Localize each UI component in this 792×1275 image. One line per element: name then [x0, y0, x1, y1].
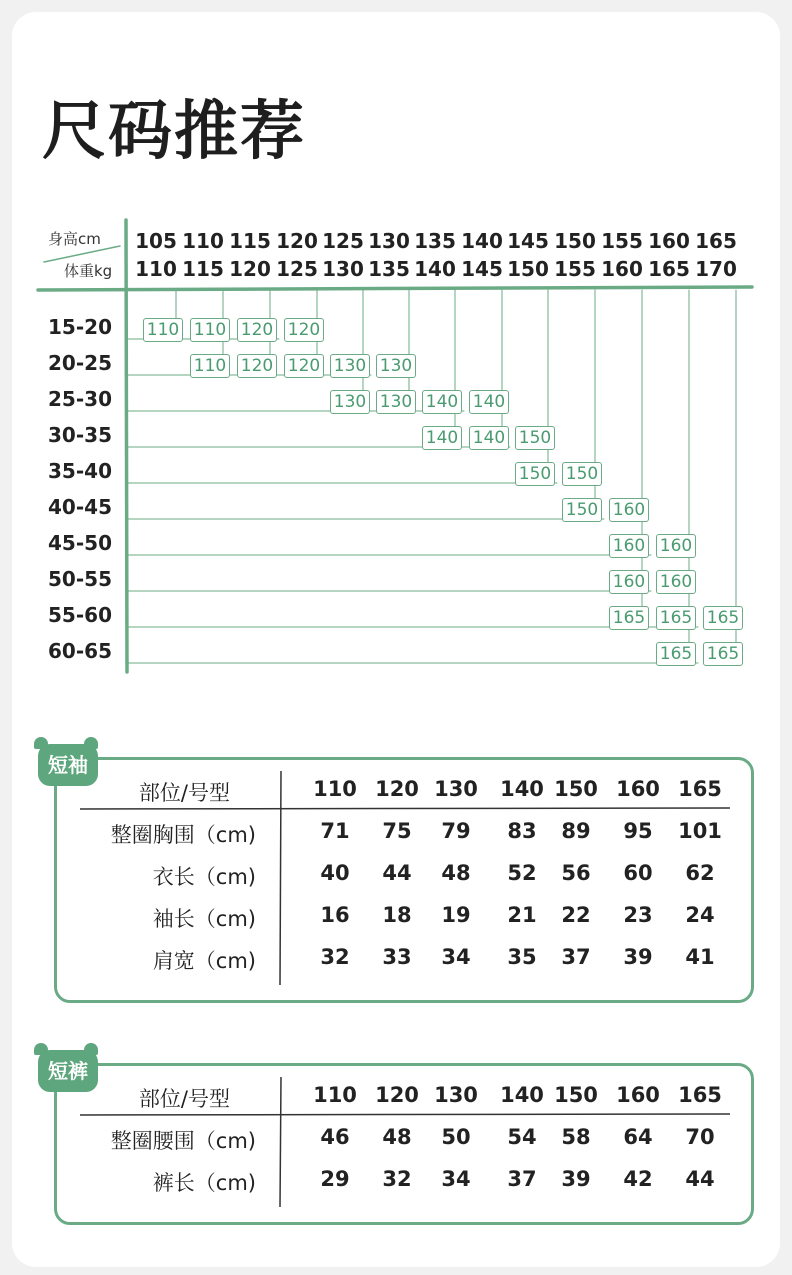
size-header-cell: 130: [434, 777, 478, 801]
weight-row-label: 20-25: [48, 351, 112, 375]
measurement-value: 79: [441, 819, 471, 843]
weight-row-label: 50-55: [48, 567, 112, 591]
measurement-value: 89: [561, 819, 591, 843]
measurement-value: 32: [320, 945, 350, 969]
weight-row-label: 60-65: [48, 639, 112, 663]
measurement-value: 83: [507, 819, 537, 843]
size-header-cell: 130: [434, 1083, 478, 1107]
size-chip: 120: [237, 354, 277, 378]
size-header-cell: 165: [678, 777, 722, 801]
weight-row-label: 15-20: [48, 315, 112, 339]
measurement-value: 50: [441, 1125, 471, 1149]
measurement-label: 整圈胸围（cm): [110, 823, 256, 847]
height-column-header: 135: [414, 229, 456, 253]
size-chip: 130: [376, 390, 416, 414]
measurement-value: 95: [623, 819, 653, 843]
measurement-value: 21: [507, 903, 537, 927]
height-column-header: 140: [461, 229, 503, 253]
measurement-value: 34: [441, 945, 471, 969]
size-chip: 130: [330, 390, 370, 414]
weight-range-end: 125: [276, 257, 318, 281]
category-tag: 短袖: [38, 744, 98, 786]
size-chip: 160: [656, 570, 696, 594]
size-header-cell: 140: [500, 1083, 544, 1107]
header-divider: [80, 1114, 730, 1115]
table-header-label: 部位/号型: [138, 781, 230, 805]
weight-row-label: 55-60: [48, 603, 112, 627]
size-header-cell: 110: [313, 777, 357, 801]
measurement-value: 22: [561, 903, 591, 927]
size-chip: 140: [469, 390, 509, 414]
measurement-value: 18: [382, 903, 412, 927]
weight-range-end: 135: [368, 257, 410, 281]
size-chip: 140: [422, 390, 462, 414]
size-chip: 120: [237, 318, 277, 342]
size-chip: 140: [469, 426, 509, 450]
size-chip: 110: [190, 318, 230, 342]
table-header-label: 部位/号型: [138, 1087, 230, 1111]
measurement-value: 33: [382, 945, 412, 969]
measurement-value: 40: [320, 861, 350, 885]
size-header-cell: 120: [375, 1083, 419, 1107]
size-chip: 110: [143, 318, 183, 342]
measurement-value: 37: [561, 945, 591, 969]
weight-range-end: 155: [554, 257, 596, 281]
measurement-value: 58: [561, 1125, 591, 1149]
weight-row-label: 45-50: [48, 531, 112, 555]
height-column-header: 120: [276, 229, 318, 253]
measurement-value: 101: [678, 819, 722, 843]
size-chip: 160: [609, 498, 649, 522]
size-header-cell: 150: [554, 777, 598, 801]
size-header-cell: 165: [678, 1083, 722, 1107]
size-chip: 140: [422, 426, 462, 450]
height-column-header: 150: [554, 229, 596, 253]
size-chip: 130: [330, 354, 370, 378]
weight-range-end: 145: [461, 257, 503, 281]
measurement-label: 衣长（cm): [152, 865, 256, 889]
measurement-value: 34: [441, 1167, 471, 1191]
measurement-value: 70: [685, 1125, 715, 1149]
category-tag: 短裤: [38, 1050, 98, 1092]
height-column-header: 105: [135, 229, 177, 253]
size-header-cell: 140: [500, 777, 544, 801]
measurement-value: 16: [320, 903, 350, 927]
label-divider: [280, 1077, 281, 1207]
size-chip: 165: [656, 606, 696, 630]
size-chip: 110: [190, 354, 230, 378]
height-column-header: 110: [182, 229, 224, 253]
size-chip: 160: [656, 534, 696, 558]
measurement-value: 48: [441, 861, 471, 885]
measurement-value: 35: [507, 945, 537, 969]
weight-row-label: 35-40: [48, 459, 112, 483]
size-chip: 130: [376, 354, 416, 378]
measurement-label: 整圈腰围（cm): [110, 1129, 256, 1153]
size-chip: 165: [703, 606, 743, 630]
size-chip: 120: [284, 354, 324, 378]
measurement-value: 44: [382, 861, 412, 885]
measurement-value: 41: [685, 945, 715, 969]
weight-range-end: 150: [507, 257, 549, 281]
size-chip: 150: [515, 426, 555, 450]
measurement-value: 19: [441, 903, 471, 927]
size-header-cell: 110: [313, 1083, 357, 1107]
size-chip: 150: [562, 498, 602, 522]
height-column-header: 130: [368, 229, 410, 253]
height-axis-label: 身高cm: [48, 230, 101, 248]
height-column-header: 160: [648, 229, 690, 253]
weight-row-label: 25-30: [48, 387, 112, 411]
size-chip: 165: [656, 642, 696, 666]
weight-range-end: 140: [414, 257, 456, 281]
measurement-value: 39: [561, 1167, 591, 1191]
size-header-cell: 120: [375, 777, 419, 801]
measurement-value: 24: [685, 903, 715, 927]
measurement-value: 62: [685, 861, 715, 885]
measurement-value: 71: [320, 819, 350, 843]
weight-row-label: 30-35: [48, 423, 112, 447]
height-column-header: 125: [322, 229, 364, 253]
measurement-value: 56: [561, 861, 591, 885]
weight-range-end: 120: [229, 257, 271, 281]
measurement-label: 肩宽（cm): [152, 949, 256, 973]
measurement-value: 54: [507, 1125, 537, 1149]
size-header-cell: 160: [616, 777, 660, 801]
measurement-value: 37: [507, 1167, 537, 1191]
height-column-header: 155: [601, 229, 643, 253]
size-chip: 165: [609, 606, 649, 630]
measurement-value: 42: [623, 1167, 653, 1191]
measurement-value: 29: [320, 1167, 350, 1191]
measurement-value: 39: [623, 945, 653, 969]
size-chip: 165: [703, 642, 743, 666]
weight-range-end: 110: [135, 257, 177, 281]
height-column-header: 115: [229, 229, 271, 253]
measurement-value: 23: [623, 903, 653, 927]
weight-range-end: 160: [601, 257, 643, 281]
size-chip: 150: [515, 462, 555, 486]
measurement-value: 60: [623, 861, 653, 885]
weight-row-label: 40-45: [48, 495, 112, 519]
page-title: 尺码推荐: [42, 95, 306, 169]
weight-range-end: 170: [695, 257, 737, 281]
weight-range-end: 165: [648, 257, 690, 281]
size-chip: 160: [609, 570, 649, 594]
height-column-header: 165: [695, 229, 737, 253]
measurement-value: 52: [507, 861, 537, 885]
measurement-value: 46: [320, 1125, 350, 1149]
measurement-value: 44: [685, 1167, 715, 1191]
size-chip: 150: [562, 462, 602, 486]
weight-range-end: 115: [182, 257, 224, 281]
measurement-value: 75: [382, 819, 412, 843]
height-column-header: 145: [507, 229, 549, 253]
size-chip: 120: [284, 318, 324, 342]
measurement-value: 32: [382, 1167, 412, 1191]
size-header-cell: 150: [554, 1083, 598, 1107]
weight-axis-label: 体重kg: [64, 262, 113, 280]
measurement-value: 64: [623, 1125, 653, 1149]
size-chip: 160: [609, 534, 649, 558]
measurement-label: 袖长（cm): [152, 907, 256, 931]
measurement-value: 48: [382, 1125, 412, 1149]
measurement-label: 裤长（cm): [152, 1171, 256, 1195]
size-header-cell: 160: [616, 1083, 660, 1107]
weight-range-end: 130: [322, 257, 364, 281]
